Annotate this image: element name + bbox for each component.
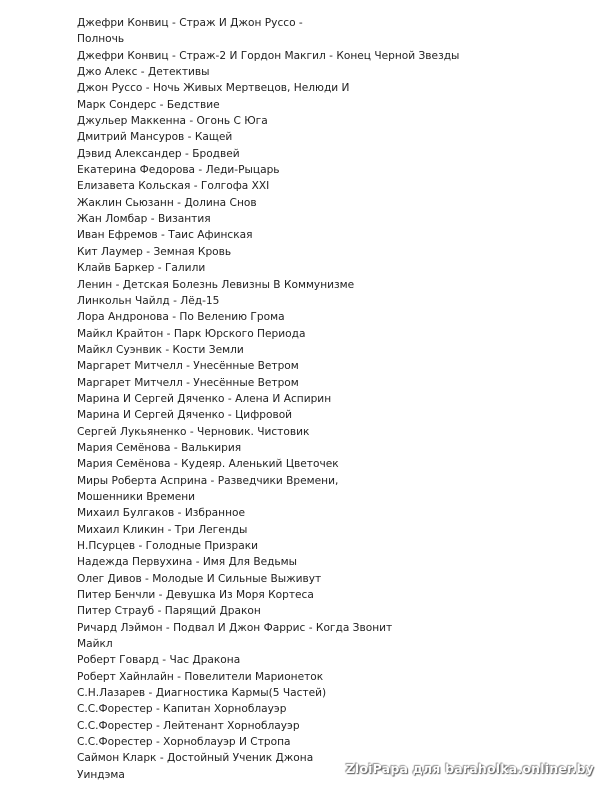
book-line: Маргарет Митчелл - Унесённые Ветром [77,360,299,373]
book-line: Екатерина Федорова - Леди-Рыцарь [77,164,280,177]
book-line: Роберт Хайнлайн - Повелители Марионеток [77,670,324,683]
book-line: Мошенники Времени [77,490,196,503]
book-line: Джефри Конвиц - Страж И Джон Руссо - [77,17,303,29]
book-line: Джефри Конвиц - Страж-2 И Гордон Макгил - Конец Черной Звезды [77,49,460,62]
book-list [77,15,477,783]
book-line: Жаклин Сьюзанн - Долина Снов [77,196,257,209]
book-line: Маргарет Митчелл - Унесённые Ветром [77,376,299,389]
book-line: Майкл Крайтон - Парк Юрского Периода [77,327,306,340]
book-line: Михаил Булгаков - Избранное [77,507,246,520]
book-line: Н.Псурцев - Голодные Призраки [77,540,259,552]
book-line: Линкольн Чайлд - Лёд-15 [77,294,220,307]
book-line: С.С.Форестер - Хорноблауэр И Стропа [77,736,291,749]
book-line: Миры Роберта Асприна - Разведчики Времени, [77,474,339,487]
watermark: ZloiPapa для baraholka.onliner.by [345,761,594,776]
book-line: Майкл [77,638,113,651]
book-line: Надежда Первухина - Имя Для Ведьмы [77,556,298,569]
book-line: Дмитрий Мансуров - Кащей [77,131,233,144]
book-line: Мария Семёнова - Кудеяр. Аленький Цветочек [77,458,339,471]
book-line: Джульер Маккенна - Огонь С Юга [77,115,268,128]
book-line: Марина И Сергей Дяченко - Цифровой [77,409,293,422]
book-line: С.С.Форестер - Лейтенант Хорноблауэр [77,719,300,732]
book-line: Михаил Кликин - Три Легенды [77,523,248,536]
book-line: Джо Алекс - Детективы [77,66,210,79]
book-line: Питер Бенчли - Девушка Из Моря Кортеса [77,589,314,602]
book-line: Питер Страуб - Парящий Дракон [77,605,261,618]
book-line: Ленин - Детская Болезнь Левизны В Коммунизме [77,278,355,291]
book-line: Роберт Говард - Час Дракона [77,654,241,667]
book-line: Иван Ефремов - Таис Афинская [77,229,253,242]
book-line: Полночь [77,33,125,46]
book-line: Джон Руссо - Ночь Живых Мертвецов, Нелюди И [77,82,350,95]
book-line: Уиндэма [77,768,125,781]
book-line: Олег Дивов - Молодые И Сильные Выживут [77,572,322,585]
book-line: Марина И Сергей Дяченко - Алена И Аспирин [77,392,332,405]
book-line: Клайв Баркер - Галили [77,262,206,275]
book-line: Саймон Кларк - Достойный Ученик Джона [77,752,314,765]
book-line: Ричард Лэймон - Подвал И Джон Фаррис - Когда Звонит [77,621,393,634]
book-line: С.Н.Лазарев - Диагностика Кармы(5 Частей) [77,687,327,700]
book-line: С.С.Форестер - Капитан Хорноблауэр [77,703,287,716]
book-line: Марк Сондерс - Бедствие [77,98,220,111]
book-line: Кит Лаумер - Земная Кровь [77,245,232,258]
book-line: Сергей Лукьяненко - Черновик. Чистовик [77,425,310,438]
book-line: Мария Семёнова - Валькирия [77,441,242,454]
book-line: Жан Ломбар - Византия [77,213,211,226]
book-line: Майкл Суэнвик - Кости Земли [77,343,244,356]
book-line: Елизавета Кольская - Голгофа XXI [77,180,270,193]
book-line: Лора Андронова - По Велению Грома [77,311,285,324]
book-line: Дэвид Александер - Бродвей [77,147,240,160]
